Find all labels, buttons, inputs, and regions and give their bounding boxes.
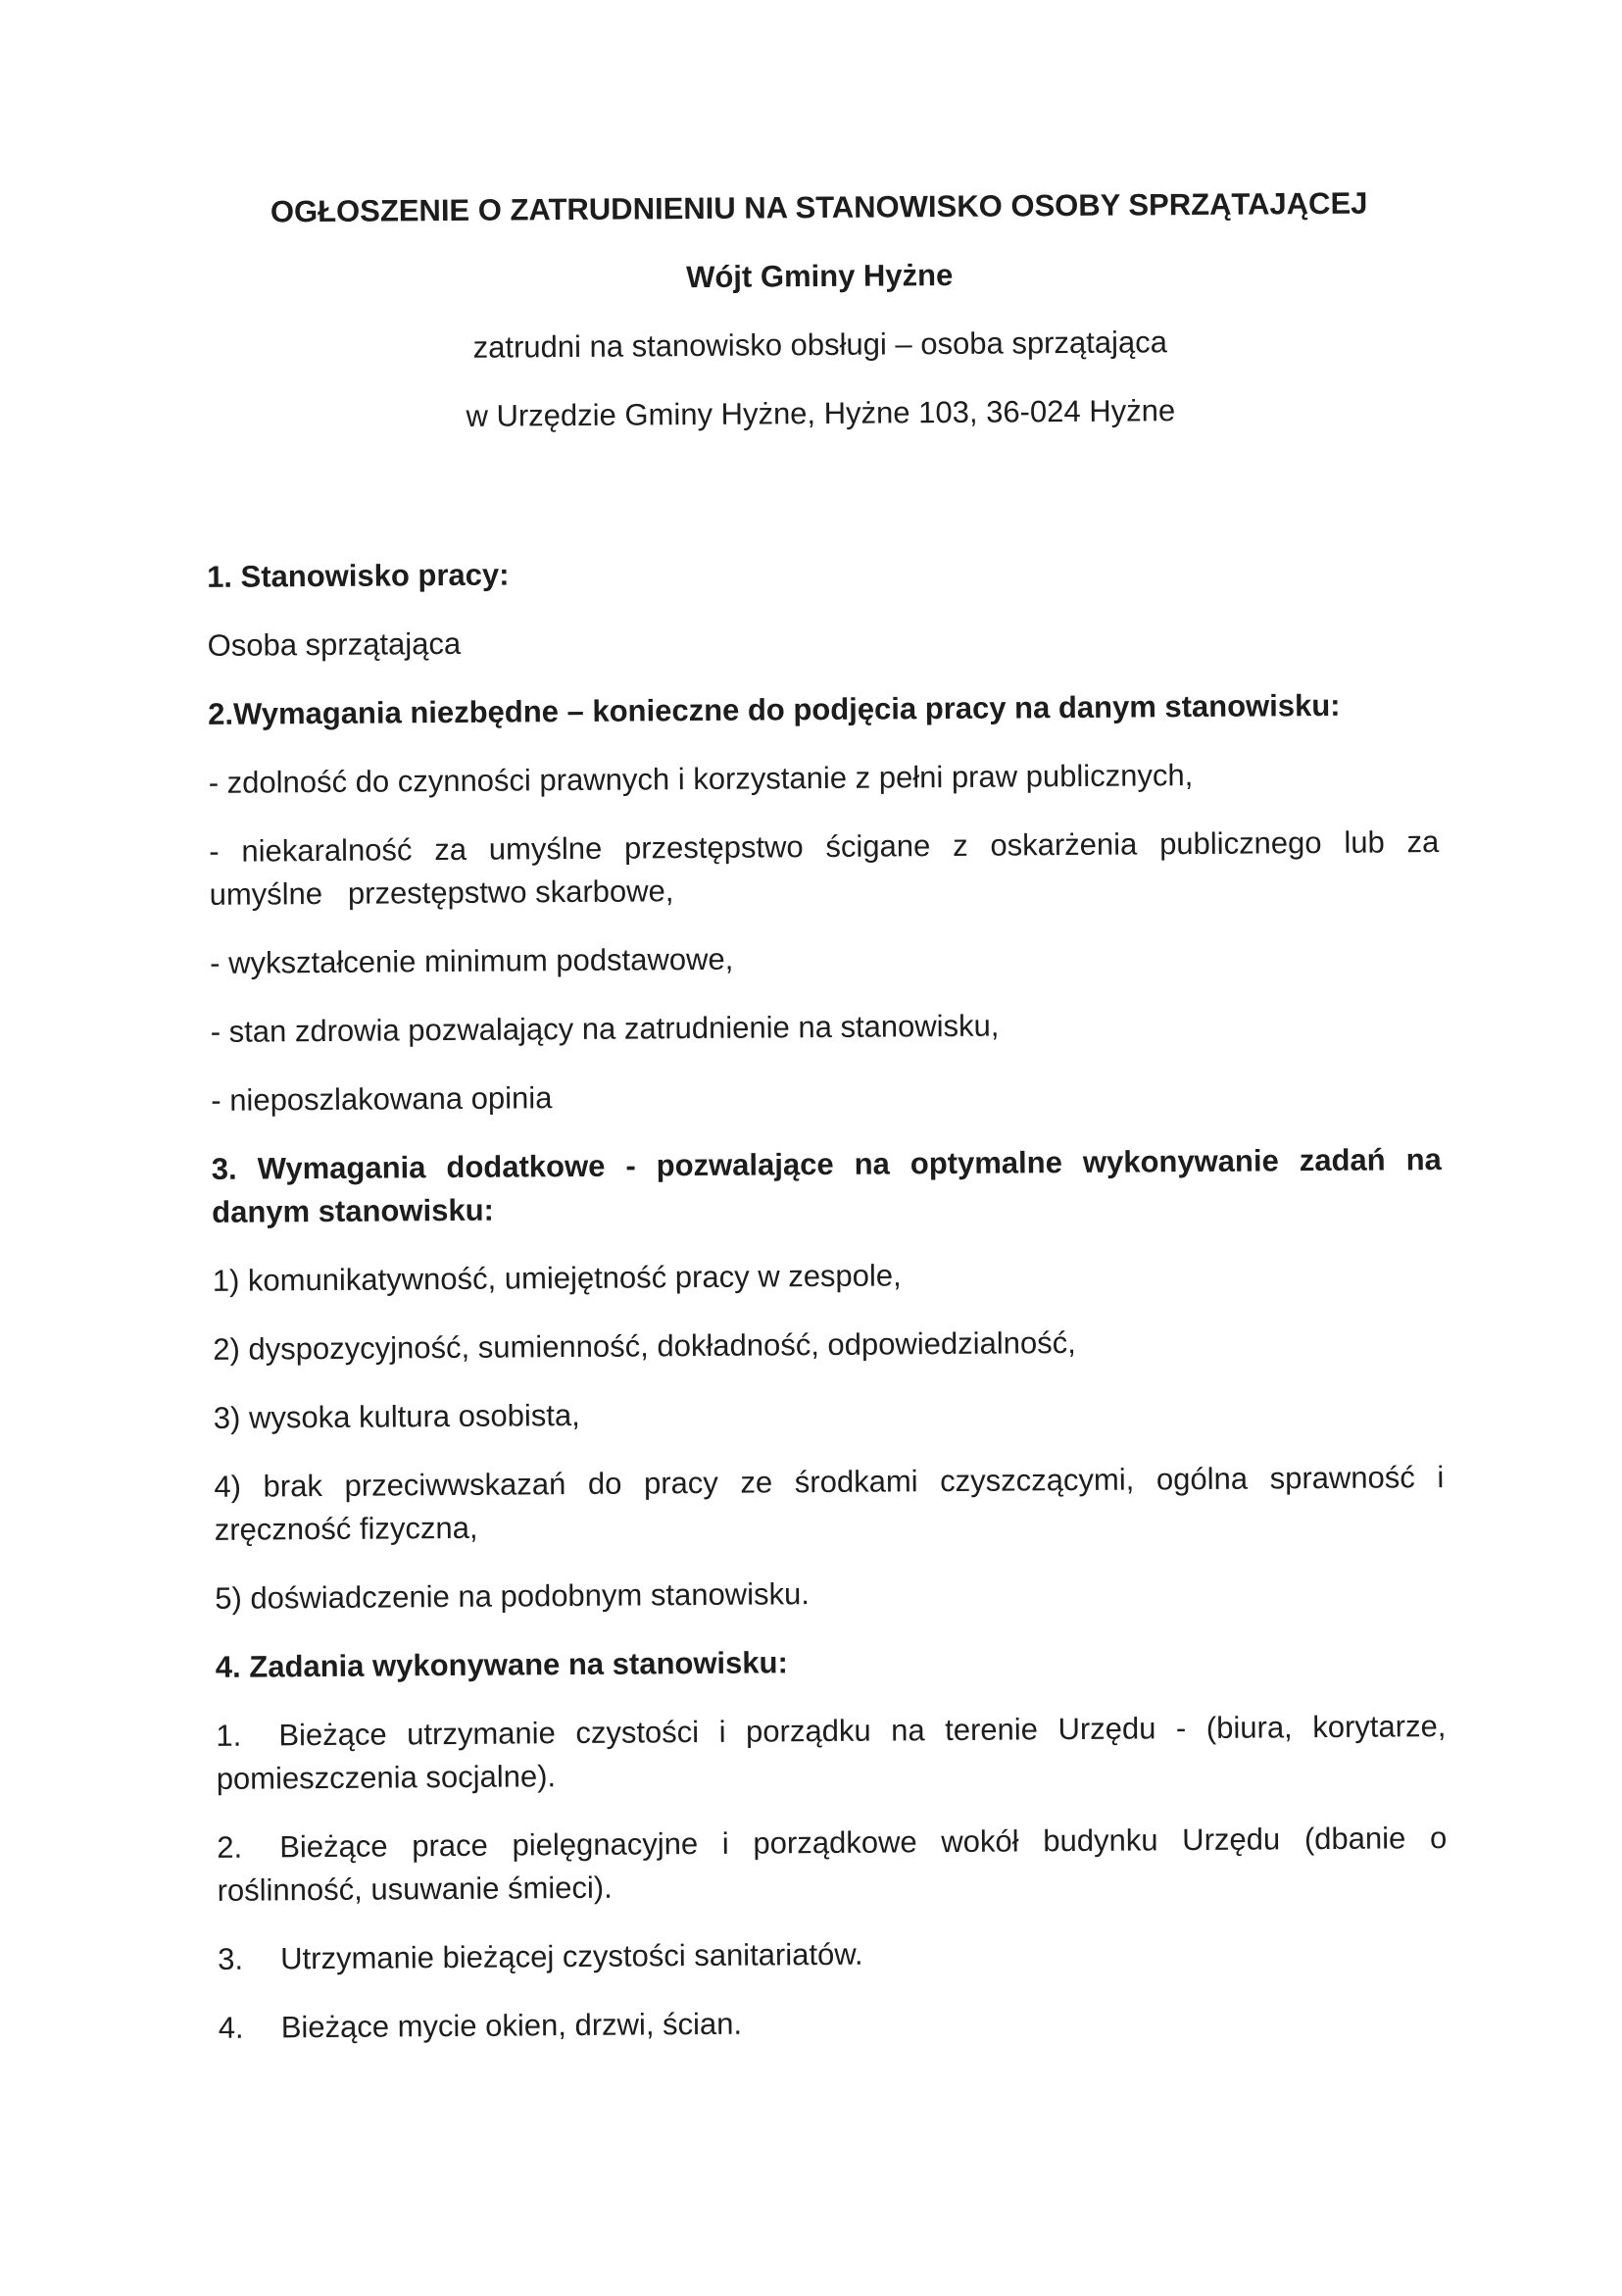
paragraph-text: 3) wysoka kultura osobista, [213,1397,580,1435]
document-title: OGŁOSZENIE O ZATRUDNIENIU NA STANOWISKO OSOBY SPRZĄTAJĄCEJ [270,185,1368,229]
document-sections [206,456,1449,2050]
paragraph-text: Osoba sprzątająca [207,625,462,663]
paragraph-text: - niekaralność za umyślne przestępstwo ścigane z oskarżenia publicznego lub za umyślne przestępstwo skarbowe, [209,824,1440,912]
paragraph [218,1928,1448,1981]
intro-line-1: zatrudni na stanowisko obsługi – osoba sprzątająca [472,324,1168,365]
list-marker: 4. [218,2010,244,2045]
paragraph-text: 1) komunikatywność, umiejętność pracy w zespole, [212,1258,902,1298]
section-heading-1: 1. Stanowisko pracy: [206,557,510,594]
paragraph [207,615,1437,668]
paragraph [211,1001,1441,1054]
paragraph [211,1070,1441,1123]
paragraph [210,932,1440,985]
section-heading-4: 4. Zadania wykonywane na stanowisku: [215,1645,788,1684]
document-subtitle: Wójt Gminy Hyżne [686,257,954,295]
paragraph-text: Bieżące prace pielęgnacyjne i porządkowe wokół budynku Urzędu (dbanie o roślinność, usuwanie śmieci). [217,1821,1448,1908]
paragraph-text: - zdolność do czynności prawnych i korzystanie z pełni praw publicznych, [208,758,1194,800]
section-heading-2: 2.Wymagania niezbędne – konieczne do podjęcia pracy na danym stanowisku: [208,687,1341,731]
intro-line-2: w Urzędzie Gminy Hyżne, Hyżne 103, 36-024 Hyżne [466,393,1176,433]
paragraph-text: Bieżące utrzymanie czystości i porządku na terenie Urzędu - (biura, korytarze, pomieszczenia socjalne). [216,1709,1447,1796]
paragraph-text: - nieposzlakowana opinia [211,1080,553,1118]
paragraph [213,1250,1443,1303]
paragraph [219,1997,1449,2050]
paragraph-text: - wykształcenie minimum podstawowe, [210,941,734,980]
paragraph-text: 4) brak przeciwwskazań do pracy ze środkami czyszczącymi, ogólna sprawność i zręczność fizyczna, [214,1460,1445,1547]
paragraph [209,752,1439,805]
paragraph-text: Bieżące mycie okien, drzwi, ścian. [280,2006,743,2045]
paragraph-text: - stan zdrowia pozwalający na zatrudnienie na stanowisku, [210,1008,1000,1049]
paragraph [215,1568,1445,1621]
paragraph-text: 5) doświadczenie na podobnym stanowisku. [215,1576,810,1616]
list-marker: 2. [217,1829,243,1865]
paragraph-text: 2) dyspozycyjność, sumienność, dokładność, odpowiedzialność, [213,1324,1076,1367]
document-content [204,181,1449,2075]
paragraph [213,1319,1443,1372]
paragraph [214,1387,1444,1440]
paragraph [209,821,1440,917]
paragraph-text: Utrzymanie bieżącej czystości sanitariatów. [280,1936,863,1976]
list-marker: 3. [218,1941,244,1976]
list-marker: 1. [216,1718,242,1753]
paragraph [214,1456,1445,1552]
paragraph [217,1817,1448,1913]
paragraph [216,1705,1447,1801]
section-heading-3: 3. Wymagania dodatkowe - pozwalające na optymalne wykonywanie zadań na danym stanowisku: [211,1142,1442,1229]
